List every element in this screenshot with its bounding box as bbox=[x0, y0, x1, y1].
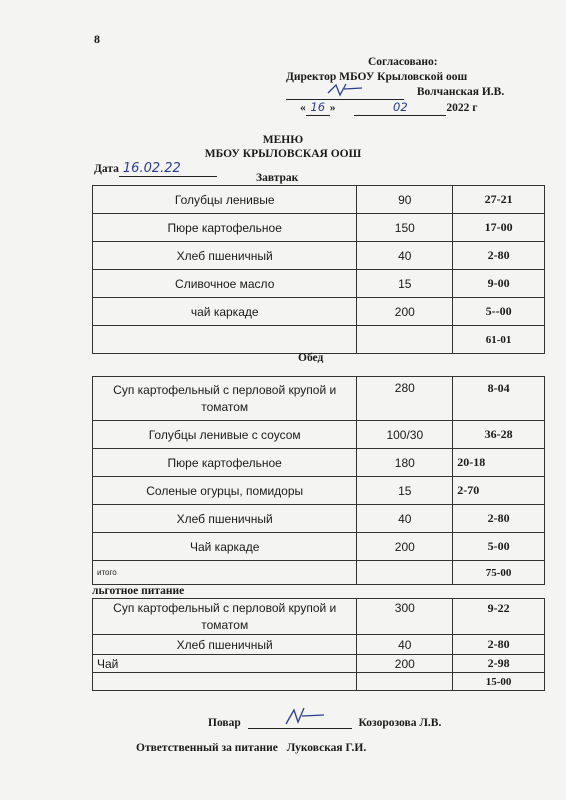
responsible-line bbox=[136, 742, 366, 754]
breakfast-label: Завтрак bbox=[256, 172, 299, 184]
table-row: чай каркаде 200 5--00 bbox=[93, 298, 545, 326]
approval-agreed: Согласовано: bbox=[368, 56, 438, 68]
breakfast-total: 61-01 bbox=[453, 326, 545, 354]
table-row: Пюре картофельное 180 20-18 bbox=[93, 449, 545, 477]
cook-label: Повар bbox=[208, 717, 241, 729]
approval-signature-line bbox=[286, 85, 504, 100]
approval-director-line: Директор МБОУ Крыловской оош bbox=[286, 71, 468, 83]
table-row: Пюре картофельное 150 17-00 bbox=[93, 214, 545, 242]
date-line bbox=[94, 161, 217, 177]
preferential-total: 15-00 bbox=[453, 673, 545, 691]
menu-title: МЕНЮ bbox=[262, 134, 304, 146]
responsible-name: Луковская Г.И. bbox=[286, 742, 367, 754]
lunch-total-label: итого bbox=[93, 561, 357, 585]
preferential-label: льготное питание bbox=[92, 585, 185, 597]
cook-signature bbox=[282, 706, 326, 730]
preferential-table bbox=[92, 598, 545, 691]
total-row bbox=[93, 326, 545, 354]
breakfast-table bbox=[92, 185, 545, 354]
cook-signature-line bbox=[208, 716, 441, 729]
date-value: 16.02.22 bbox=[119, 161, 217, 177]
table-row: Чай каркаде 200 5-00 bbox=[93, 533, 545, 561]
responsible-label: Ответственный за питание bbox=[136, 742, 278, 754]
total-row bbox=[93, 561, 545, 585]
table-row: Хлеб пшеничный 40 2-80 bbox=[93, 635, 545, 655]
approval-director-name: Волчанская И.В. bbox=[416, 86, 505, 98]
date-label: Дата bbox=[94, 163, 119, 175]
table-row: Хлеб пшеничный 40 2-80 bbox=[93, 242, 545, 270]
table-row: Чай 200 2-98 bbox=[93, 655, 545, 673]
table-row: Суп картофельный с перловой крупой и томатом 280 8-04 bbox=[93, 377, 545, 421]
table-row: Голубцы ленивые с соусом 100/30 36-28 bbox=[93, 421, 545, 449]
approval-block bbox=[286, 55, 504, 116]
lunch-total: 75-00 bbox=[453, 561, 545, 585]
table-row: Соленые огурцы, помидоры 15 2-70 bbox=[93, 477, 545, 505]
page-number: 8 bbox=[94, 32, 100, 46]
table-row: Хлеб пшеничный 40 2-80 bbox=[93, 505, 545, 533]
table-row: Голубцы ленивые 90 27-21 bbox=[93, 186, 545, 214]
table-row: Суп картофельный с перловой крупой и томатом 300 9-22 bbox=[93, 599, 545, 635]
total-row bbox=[93, 673, 545, 691]
lunch-label: Обед bbox=[298, 352, 324, 364]
approval-date-line: « 16 » 02 2022 г bbox=[300, 100, 478, 114]
lunch-table bbox=[92, 376, 545, 585]
table-row: Сливочное масло 15 9-00 bbox=[93, 270, 545, 298]
director-signature bbox=[326, 81, 366, 99]
approval-date-month: 02 bbox=[354, 100, 446, 116]
approval-date-year: 2022 г bbox=[446, 102, 478, 114]
approval-date-day: 16 bbox=[306, 100, 330, 116]
school-name: МБОУ КРЫЛОВСКАЯ ООШ bbox=[204, 148, 362, 160]
cook-name: Козорозова Л.В. bbox=[358, 717, 442, 729]
